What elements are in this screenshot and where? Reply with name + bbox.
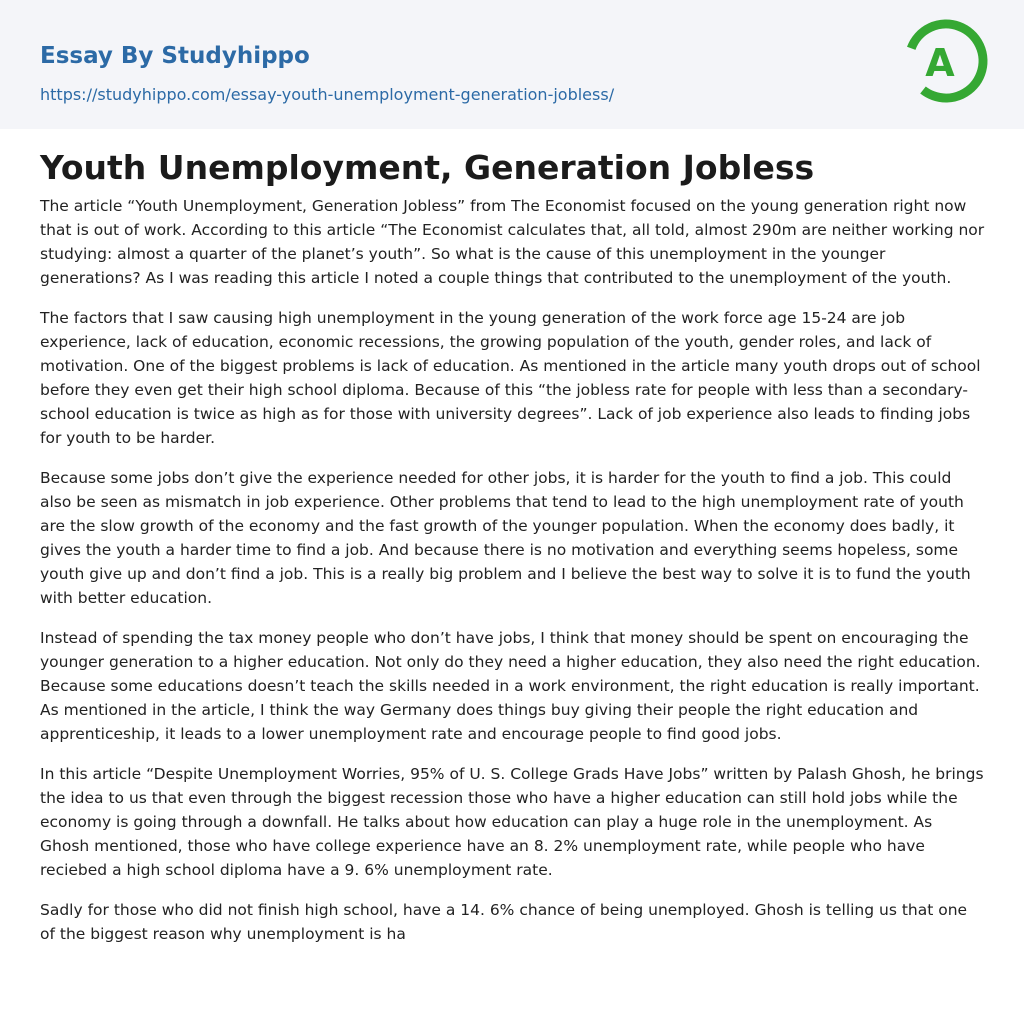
article-body <box>40 194 986 962</box>
article-title: Youth Unemployment, Generation Jobless <box>40 148 815 187</box>
site-title[interactable]: Essay By Studyhippo <box>40 43 310 69</box>
paragraph-6: Sadly for those who did not finish high school, have a 14. 6% chance of being unemployed. Ghosh is telling us that one of the biggest reason why unemployment is ha <box>40 901 968 943</box>
paragraph-2: The factors that I saw causing high unemployment in the young generation of the work force age 15-24 are job experience, lack of education, economic recessions, the growing population of the youth, gender roles, and lack of motivation. One of the biggest problems is lack of education. As mentioned in the article many youth drops out of school before they even get their high school diploma. Because of this “the jobless rate for people with less than a secondary-school education is twice as high as for those with university degrees”. Lack of job experience also leads to finding jobs for youth to be harder. <box>40 309 981 447</box>
paragraph-1: The article “Youth Unemployment, Generation Jobless” from The Economist focused on the young generation right now that is out of work. According to this article “The Economist calculates that, all told, almost 290m are neither working nor studying: almost a quarter of the planet’s youth”. So what is the cause of this unemployment in the younger generations? As I was reading this article I noted a couple things that contributed to the unemployment of the youth. <box>40 197 985 287</box>
site-header <box>0 0 1024 129</box>
paragraph-3: Because some jobs don’t give the experience needed for other jobs, it is harder for the youth to find a job. This could also be seen as mismatch in job experience. Other problems that tend to lead to the high unemployment rate of youth are the slow growth of the economy and the fast growth of the younger population. When the economy does badly, it gives the youth a harder time to find a job. And because there is no motivation and everything seems hopeless, some youth give up and don’t find a job. This is a really big problem and I believe the best way to solve it is to fund the youth with better education. <box>40 469 971 607</box>
paragraph-5: In this article “Despite Unemployment Worries, 95% of U. S. College Grads Have Jobs” written by Palash Ghosh, he brings the idea to us that even through the biggest recession those who have a higher education can still hold jobs while the economy is going through a downfall. He talks about how education can play a huge role in the unemployment. As Ghosh mentioned, those who have college experience have an 8. 2% unemployment rate, while people who have reciebed a high school diploma have a 9. 6% unemployment rate. <box>40 765 984 879</box>
studyhippo-logo[interactable] <box>903 18 989 104</box>
logo-letter: A <box>925 41 955 85</box>
paragraph-4: Instead of spending the tax money people who don’t have jobs, I think that money should be spent on encouraging the younger generation to a higher education. Not only do they need a higher education, they also need the right education. Because some educations doesn’t teach the skills needed in a work environment, the right education is really important. As mentioned in the article, I think the way Germany does things buy giving their people the right education and apprenticeship, it leads to a lower unemployment rate and encourage people to find good jobs. <box>40 629 981 743</box>
logo-ring-icon <box>903 18 989 104</box>
article-url-link[interactable]: https://studyhippo.com/essay-youth-unemployment-generation-jobless/ <box>40 85 615 104</box>
